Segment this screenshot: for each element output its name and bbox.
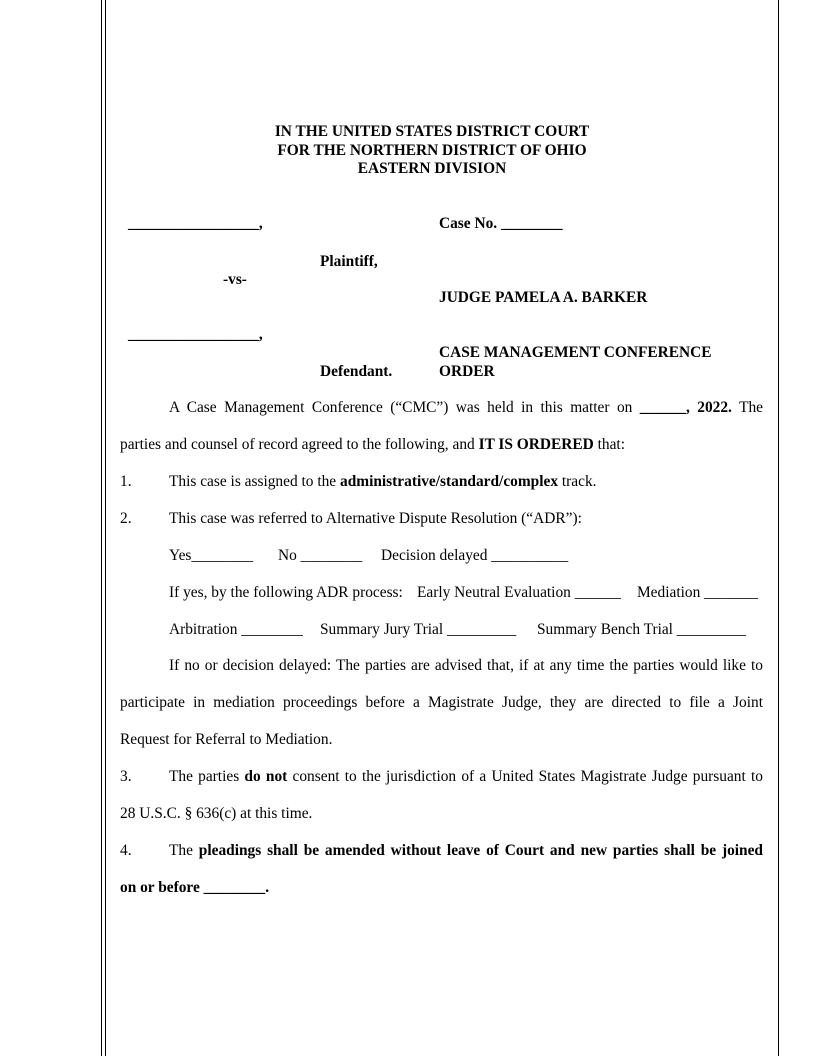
item-1-text: This case is assigned to the administrative/standard/complex track. — [169, 473, 597, 490]
item-3-text-line2: 28 U.S.C. § 636(c) at this time. — [120, 805, 313, 822]
defendant-label: Defendant. — [320, 363, 393, 380]
adr-summary-bench-trial-field: Summary Bench Trial _________ — [537, 621, 747, 638]
adr-no-paragraph-line2: participate in mediation proceedings before a Magistrate Judge, they are directed to file a Joint — [120, 694, 763, 711]
intro-line2: parties and counsel of record agreed to the following, and IT IS ORDERED that: — [120, 436, 625, 453]
court-heading-line2: FOR THE NORTHERN DISTRICT OF OHIO — [277, 142, 587, 159]
adr-process-label: If yes, by the following ADR process: — [169, 584, 403, 601]
item-4-text-line2: on or before ________. — [120, 879, 270, 896]
order-title-line2: ORDER — [439, 363, 495, 380]
plaintiff-label: Plaintiff, — [320, 253, 378, 270]
defendant-name-blank: _________________, — [128, 326, 263, 343]
order-title-line1: CASE MANAGEMENT CONFERENCE — [439, 344, 712, 361]
item-2-text: This case was referred to Alternative Dispute Resolution (“ADR”): — [169, 510, 582, 527]
court-heading-line3: EASTERN DIVISION — [357, 160, 507, 177]
item-4-text-line1: The pleadings shall be amended without leave of Court and new parties shall be joined — [169, 842, 763, 859]
item-2-number: 2. — [120, 510, 132, 527]
adr-no-field: No ________ — [278, 547, 363, 564]
adr-mediation-field: Mediation _______ — [637, 584, 758, 601]
adr-no-paragraph-line1: If no or decision delayed: The parties are advised that, if at any time the parties would like to — [169, 657, 763, 674]
item-1-number: 1. — [120, 473, 132, 490]
adr-summary-jury-trial-field: Summary Jury Trial _________ — [320, 621, 517, 638]
versus-label: -vs- — [223, 271, 247, 288]
item-3-text-line1: The parties do not consent to the jurisdiction of a United States Magistrate Judge pursuant to — [169, 768, 763, 785]
adr-decision-delayed-field: Decision delayed __________ — [381, 547, 569, 564]
item-4-number: 4. — [120, 842, 132, 859]
court-heading-line1: IN THE UNITED STATES DISTRICT COURT — [274, 123, 590, 140]
adr-early-neutral-evaluation-field: Early Neutral Evaluation ______ — [417, 584, 621, 601]
plaintiff-name-blank: _________________, — [128, 215, 263, 232]
case-number: Case No. ________ — [439, 215, 563, 232]
judge-name: JUDGE PAMELA A. BARKER — [439, 289, 648, 306]
intro-line1: A Case Management Conference (“CMC”) was held in this matter on ______, 2022. The — [169, 399, 763, 416]
adr-yes-field: Yes________ — [169, 547, 253, 564]
adr-no-paragraph-line3: Request for Referral to Mediation. — [120, 731, 333, 748]
item-3-number: 3. — [120, 768, 132, 785]
adr-arbitration-field: Arbitration ________ — [169, 621, 303, 638]
